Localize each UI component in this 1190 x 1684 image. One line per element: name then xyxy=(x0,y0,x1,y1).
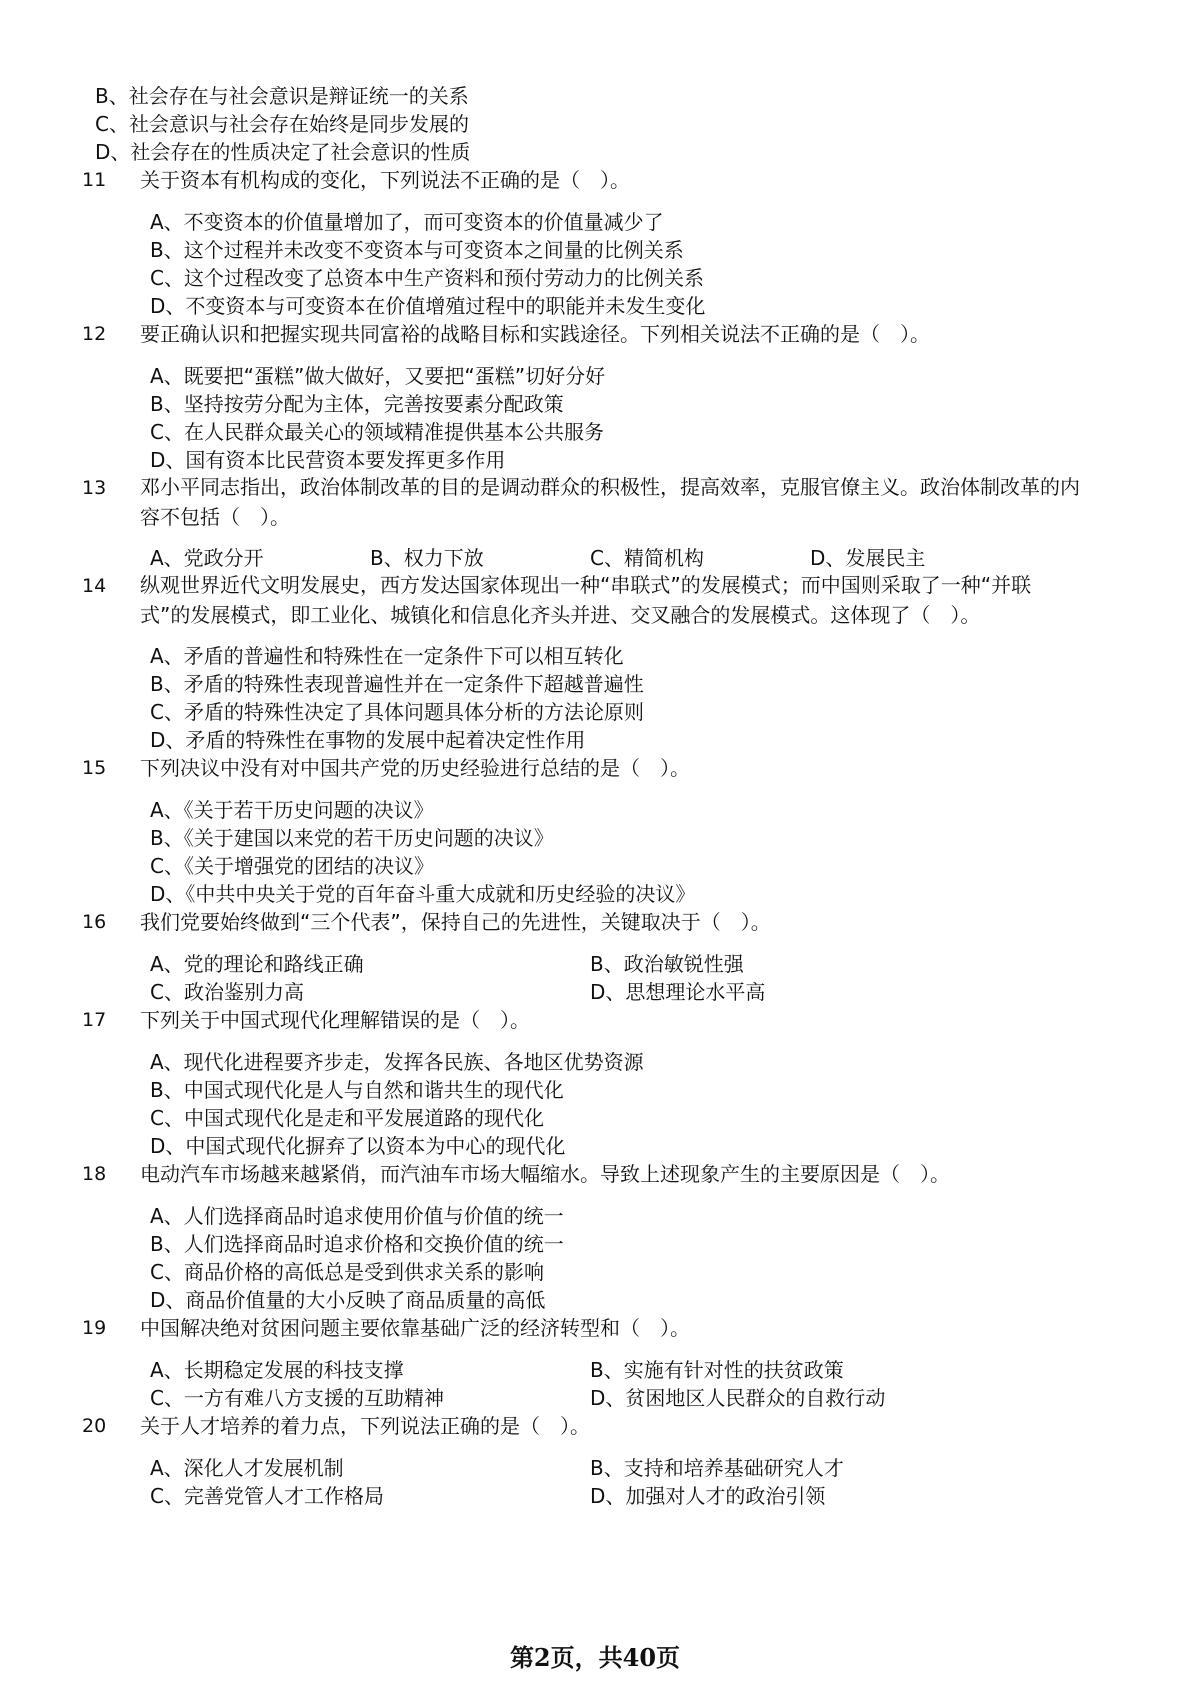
option-a: A、长期稳定发展的科技支撑 xyxy=(150,1358,404,1382)
question-text: 关于人才培养的着力点，下列说法正确的是（ ）。 xyxy=(140,1414,590,1438)
option-b: B、《关于建国以来党的若干历史问题的决议》 xyxy=(150,826,554,850)
option-a: A、人们选择商品时追求使用价值与价值的统一 xyxy=(150,1204,564,1228)
option-b: B、矛盾的特殊性表现普遍性并在一定条件下超越普遍性 xyxy=(150,672,644,696)
carryover-option-d: D、社会存在的性质决定了社会意识的性质 xyxy=(95,140,471,164)
option-d: D、国有资本比民营资本要发挥更多作用 xyxy=(150,448,506,472)
question-text: 电动汽车市场越来越紧俏，而汽油车市场大幅缩水。导致上述现象产生的主要原因是（ ）。 xyxy=(140,1162,950,1186)
option-d: D、加强对人才的政治引领 xyxy=(590,1484,826,1508)
question-number: 13 xyxy=(82,477,107,499)
option-a: A、既要把“蛋糕”做大做好，又要把“蛋糕”切好分好 xyxy=(150,364,606,388)
question-text: 要正确认识和把握实现共同富裕的战略目标和实践途径。下列相关说法不正确的是（ ）。 xyxy=(140,322,930,346)
option-b: B、权力下放 xyxy=(370,546,484,570)
question-number: 15 xyxy=(82,757,107,779)
option-c: C、在人民群众最关心的领域精准提供基本公共服务 xyxy=(150,420,604,444)
option-a: A、党的理论和路线正确 xyxy=(150,952,364,976)
question-number: 14 xyxy=(82,575,107,597)
option-d: D、贫困地区人民群众的自救行动 xyxy=(590,1386,886,1410)
page-number-footer: 第2页，共40页 xyxy=(509,1643,681,1672)
question-number: 17 xyxy=(82,1009,107,1031)
question-text: 我们党要始终做到“三个代表”，保持自己的先进性，关键取决于（ ）。 xyxy=(140,910,771,934)
option-a: A、深化人才发展机制 xyxy=(150,1456,344,1480)
option-c: C、中国式现代化是走和平发展道路的现代化 xyxy=(150,1106,544,1130)
question-text: 下列决议中没有对中国共产党的历史经验进行总结的是（ ）。 xyxy=(140,756,690,780)
option-d: D、《中共中央关于党的百年奋斗重大成就和历史经验的决议》 xyxy=(150,882,696,906)
question-text: 纵观世界近代文明发展史，西方发达国家体现出一种“串联式”的发展模式；而中国则采取了一种“并联式”的发展模式，即工业化、城镇化和信息化齐头并进、交叉融合的发展模式。这体现了（ ）。 xyxy=(140,573,1032,627)
option-a: A、矛盾的普遍性和特殊性在一定条件下可以相互转化 xyxy=(150,644,624,668)
question-number: 12 xyxy=(82,323,107,345)
option-d: D、商品价值量的大小反映了商品质量的高低 xyxy=(150,1288,546,1312)
option-d: D、中国式现代化摒弃了以资本为中心的现代化 xyxy=(150,1134,566,1158)
option-b: B、这个过程并未改变不变资本与可变资本之间量的比例关系 xyxy=(150,238,684,262)
option-d: D、矛盾的特殊性在事物的发展中起着决定性作用 xyxy=(150,728,586,752)
question-text: 关于资本有机构成的变化，下列说法不正确的是（ ）。 xyxy=(140,168,630,192)
question-number: 11 xyxy=(82,169,107,191)
carryover-option-b: B、社会存在与社会意识是辩证统一的关系 xyxy=(95,84,469,108)
option-b: B、政治敏锐性强 xyxy=(590,952,744,976)
option-b: B、中国式现代化是人与自然和谐共生的现代化 xyxy=(150,1078,564,1102)
option-c: C、完善党管人才工作格局 xyxy=(150,1484,384,1508)
question-number: 20 xyxy=(82,1415,107,1437)
option-d: D、不变资本与可变资本在价值增殖过程中的职能并未发生变化 xyxy=(150,294,706,318)
question-number: 16 xyxy=(82,911,107,933)
option-a: A、党政分开 xyxy=(150,546,264,570)
option-a: A、现代化进程要齐步走，发挥各民族、各地区优势资源 xyxy=(150,1050,644,1074)
question-text: 中国解决绝对贫困问题主要依靠基础广泛的经济转型和（ ）。 xyxy=(140,1316,690,1340)
question-number: 19 xyxy=(82,1317,107,1339)
option-b: B、实施有针对性的扶贫政策 xyxy=(590,1358,844,1382)
option-c: C、《关于增强党的团结的决议》 xyxy=(150,854,434,878)
option-c: C、矛盾的特殊性决定了具体问题具体分析的方法论原则 xyxy=(150,700,644,724)
option-c: C、政治鉴别力高 xyxy=(150,980,304,1004)
question-text: 邓小平同志指出，政治体制改革的目的是调动群众的积极性，提高效率，克服官僚主义。政治体制改革的内容不包括（ ）。 xyxy=(140,475,1080,529)
option-a: A、不变资本的价值量增加了，而可变资本的价值量减少了 xyxy=(150,210,664,234)
option-b: B、坚持按劳分配为主体，完善按要素分配政策 xyxy=(150,392,564,416)
option-d: D、发展民主 xyxy=(810,546,926,570)
option-a: A、《关于若干历史问题的决议》 xyxy=(150,798,434,822)
carryover-option-c: C、社会意识与社会存在始终是同步发展的 xyxy=(95,112,469,136)
option-b: B、支持和培养基础研究人才 xyxy=(590,1456,844,1480)
option-c: C、一方有难八方支援的互助精神 xyxy=(150,1386,444,1410)
option-d: D、思想理论水平高 xyxy=(590,980,766,1004)
option-c: C、精简机构 xyxy=(590,546,704,570)
option-b: B、人们选择商品时追求价格和交换价值的统一 xyxy=(150,1232,564,1256)
option-c: C、这个过程改变了总资本中生产资料和预付劳动力的比例关系 xyxy=(150,266,704,290)
question-number: 18 xyxy=(82,1163,107,1185)
option-c: C、商品价格的高低总是受到供求关系的影响 xyxy=(150,1260,544,1284)
question-text: 下列关于中国式现代化理解错误的是（ ）。 xyxy=(140,1008,530,1032)
